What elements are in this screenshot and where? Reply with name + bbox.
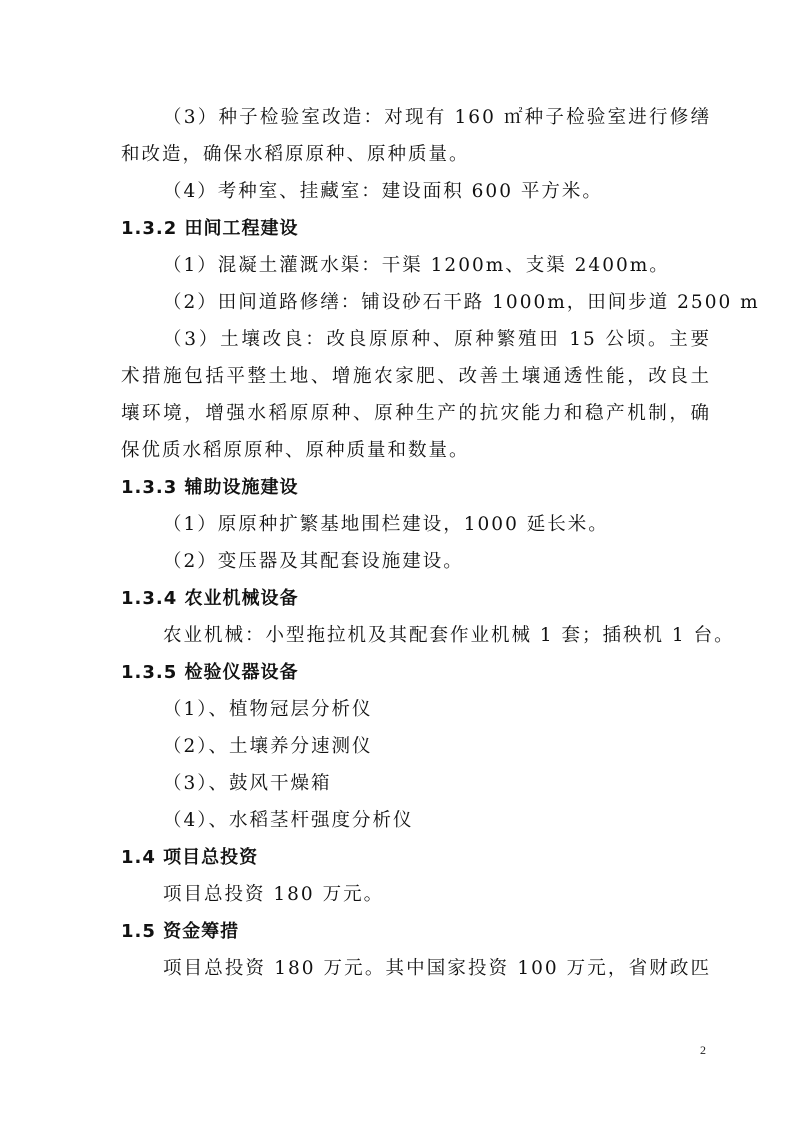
paragraph-line: 保优质水稻原原种、原种质量和数量。 xyxy=(121,440,470,461)
page-number: 2 xyxy=(700,1043,706,1057)
paragraph-line: 项目总投资 180 万元。其中国家投资 100 万元，省财政匹 xyxy=(163,958,711,979)
list-item: （1）、植物冠层分析仪 xyxy=(163,699,373,720)
paragraph-line: （3）土壤改良：改良原原种、原种繁殖田 15 公顷。主要 xyxy=(163,329,711,350)
list-item: （4）、水稻茎杆强度分析仪 xyxy=(163,810,414,831)
list-item: （2）、土壤养分速测仪 xyxy=(163,736,373,757)
paragraph-line: （2）田间道路修缮：铺设砂石干路 1000m，田间步道 2500 m xyxy=(163,292,760,313)
section-heading: 1.3.4 农业机械设备 xyxy=(121,588,299,609)
paragraph-line: 和改造，确保水稻原原种、原种质量。 xyxy=(121,144,470,165)
paragraph-line: （4）考种室、挂藏室：建设面积 600 平方米。 xyxy=(163,181,603,202)
section-heading: 1.3.3 辅助设施建设 xyxy=(121,477,299,498)
paragraph-line: （2）变压器及其配套设施建设。 xyxy=(163,551,464,572)
section-heading: 1.5 资金筹措 xyxy=(121,921,240,942)
paragraph-line: 壤环境，增强水稻原原种、原种生产的抗灾能力和稳产机制，确 xyxy=(121,403,711,424)
section-heading: 1.4 项目总投资 xyxy=(121,847,259,868)
section-heading: 1.3.5 检验仪器设备 xyxy=(121,662,299,683)
paragraph-line: （3）种子检验室改造：对现有 160 ㎡种子检验室进行修缮 xyxy=(163,107,711,128)
paragraph-line: 农业机械：小型拖拉机及其配套作业机械 1 套；插秧机 1 台。 xyxy=(163,625,735,646)
paragraph-line: 术措施包括平整土地、增施农家肥、改善土壤通透性能，改良土 xyxy=(121,366,711,387)
paragraph-line: （1）混凝土灌溉水渠：干渠 1200m、支渠 2400m。 xyxy=(163,255,670,276)
section-heading: 1.3.2 田间工程建设 xyxy=(121,218,299,239)
list-item: （3）、鼓风干燥箱 xyxy=(163,773,332,794)
document-body xyxy=(121,99,760,987)
paragraph-line: 项目总投资 180 万元。 xyxy=(163,884,385,905)
paragraph-line: （1）原原种扩繁基地围栏建设，1000 延长米。 xyxy=(163,514,609,535)
